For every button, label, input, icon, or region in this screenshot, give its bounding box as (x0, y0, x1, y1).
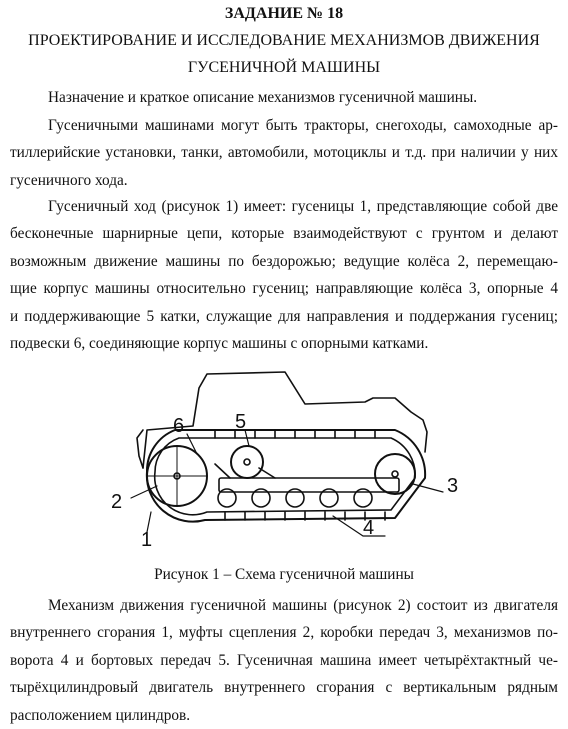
paragraph-line: расположением цилиндров. (10, 706, 191, 724)
paragraph-line: щие корпус машины относительно гусениц; направляющие колёса 3, опорные 4 (10, 280, 558, 298)
paragraph-line: тиллерийские установки, танки, автомобили, мотоциклы и т.д. при наличии у них (10, 144, 558, 162)
label-5: 5 (235, 411, 247, 433)
label-6: 6 (173, 415, 185, 437)
label-3: 3 (447, 475, 459, 497)
suspension-frame (219, 478, 399, 492)
hull-rear (137, 430, 143, 468)
paragraph-line: бесконечные шарнирные цепи, которые взаимодействуют с грунтом и делают (10, 225, 558, 243)
paragraph-line: подвески 6, соединяющие корпус машины с опорными катками. (10, 335, 429, 353)
paragraph-line: возможным движение машины по бездорожью; ведущие колёса 2, перемещаю- (10, 252, 558, 270)
paragraph-line: Механизм движения гусеничной машины (рисунок 2) состоит из двигателя (48, 597, 558, 614)
paragraph-drivetrain (10, 592, 558, 729)
paragraph-line: ворота 4 и бортовых передач 5. Гусеничная машина имеет четырёхтактный че- (10, 651, 558, 669)
paragraph-machines (10, 112, 558, 194)
paragraph-line: Гусеничными машинами могут быть тракторы, снегоходы, самоходные ар- (48, 117, 558, 134)
idler-wheel (375, 454, 415, 494)
paragraph-line: Гусеничный ход (рисунок 1) имеет: гусеницы 1, представляющие собой две (48, 198, 558, 215)
label-1: 1 (141, 529, 153, 546)
task-subtitle-line-2: ГУСЕНИЧНОЙ МАШИНЫ (187, 59, 381, 76)
paragraph-track-description (10, 193, 558, 357)
paragraph-line: гусеничного хода. (10, 171, 128, 189)
label-4: 4 (363, 517, 375, 539)
paragraph-line: тырёхцилиндровый двигатель внутреннего сгорания с вертикальным рядным (10, 679, 558, 697)
paragraph-line: Назначение и краткое описание механизмов гусеничной машины. (48, 89, 478, 106)
label-2: 2 (111, 491, 123, 513)
hull-outline (143, 372, 427, 468)
paragraph-line: внутреннего сгорания 1, муфты сцепления 2, коробки передач 3, механизмов по- (10, 624, 558, 642)
support-roller (231, 446, 263, 478)
paragraph-line: и поддерживающие 5 катки, служащие для направления и поддержания гусениц; (10, 307, 558, 325)
figure-caption: Рисунок 1 – Схема гусеничной машины (154, 566, 414, 583)
tracked-vehicle-diagram (95, 368, 475, 546)
task-subtitle-line-1: ПРОЕКТИРОВАНИЕ И ИССЛЕДОВАНИЕ МЕХАНИЗМОВ ДВИЖЕНИЯ (28, 32, 540, 49)
paragraph-intro (10, 84, 558, 111)
task-title: ЗАДАНИЕ № 18 (224, 5, 344, 22)
